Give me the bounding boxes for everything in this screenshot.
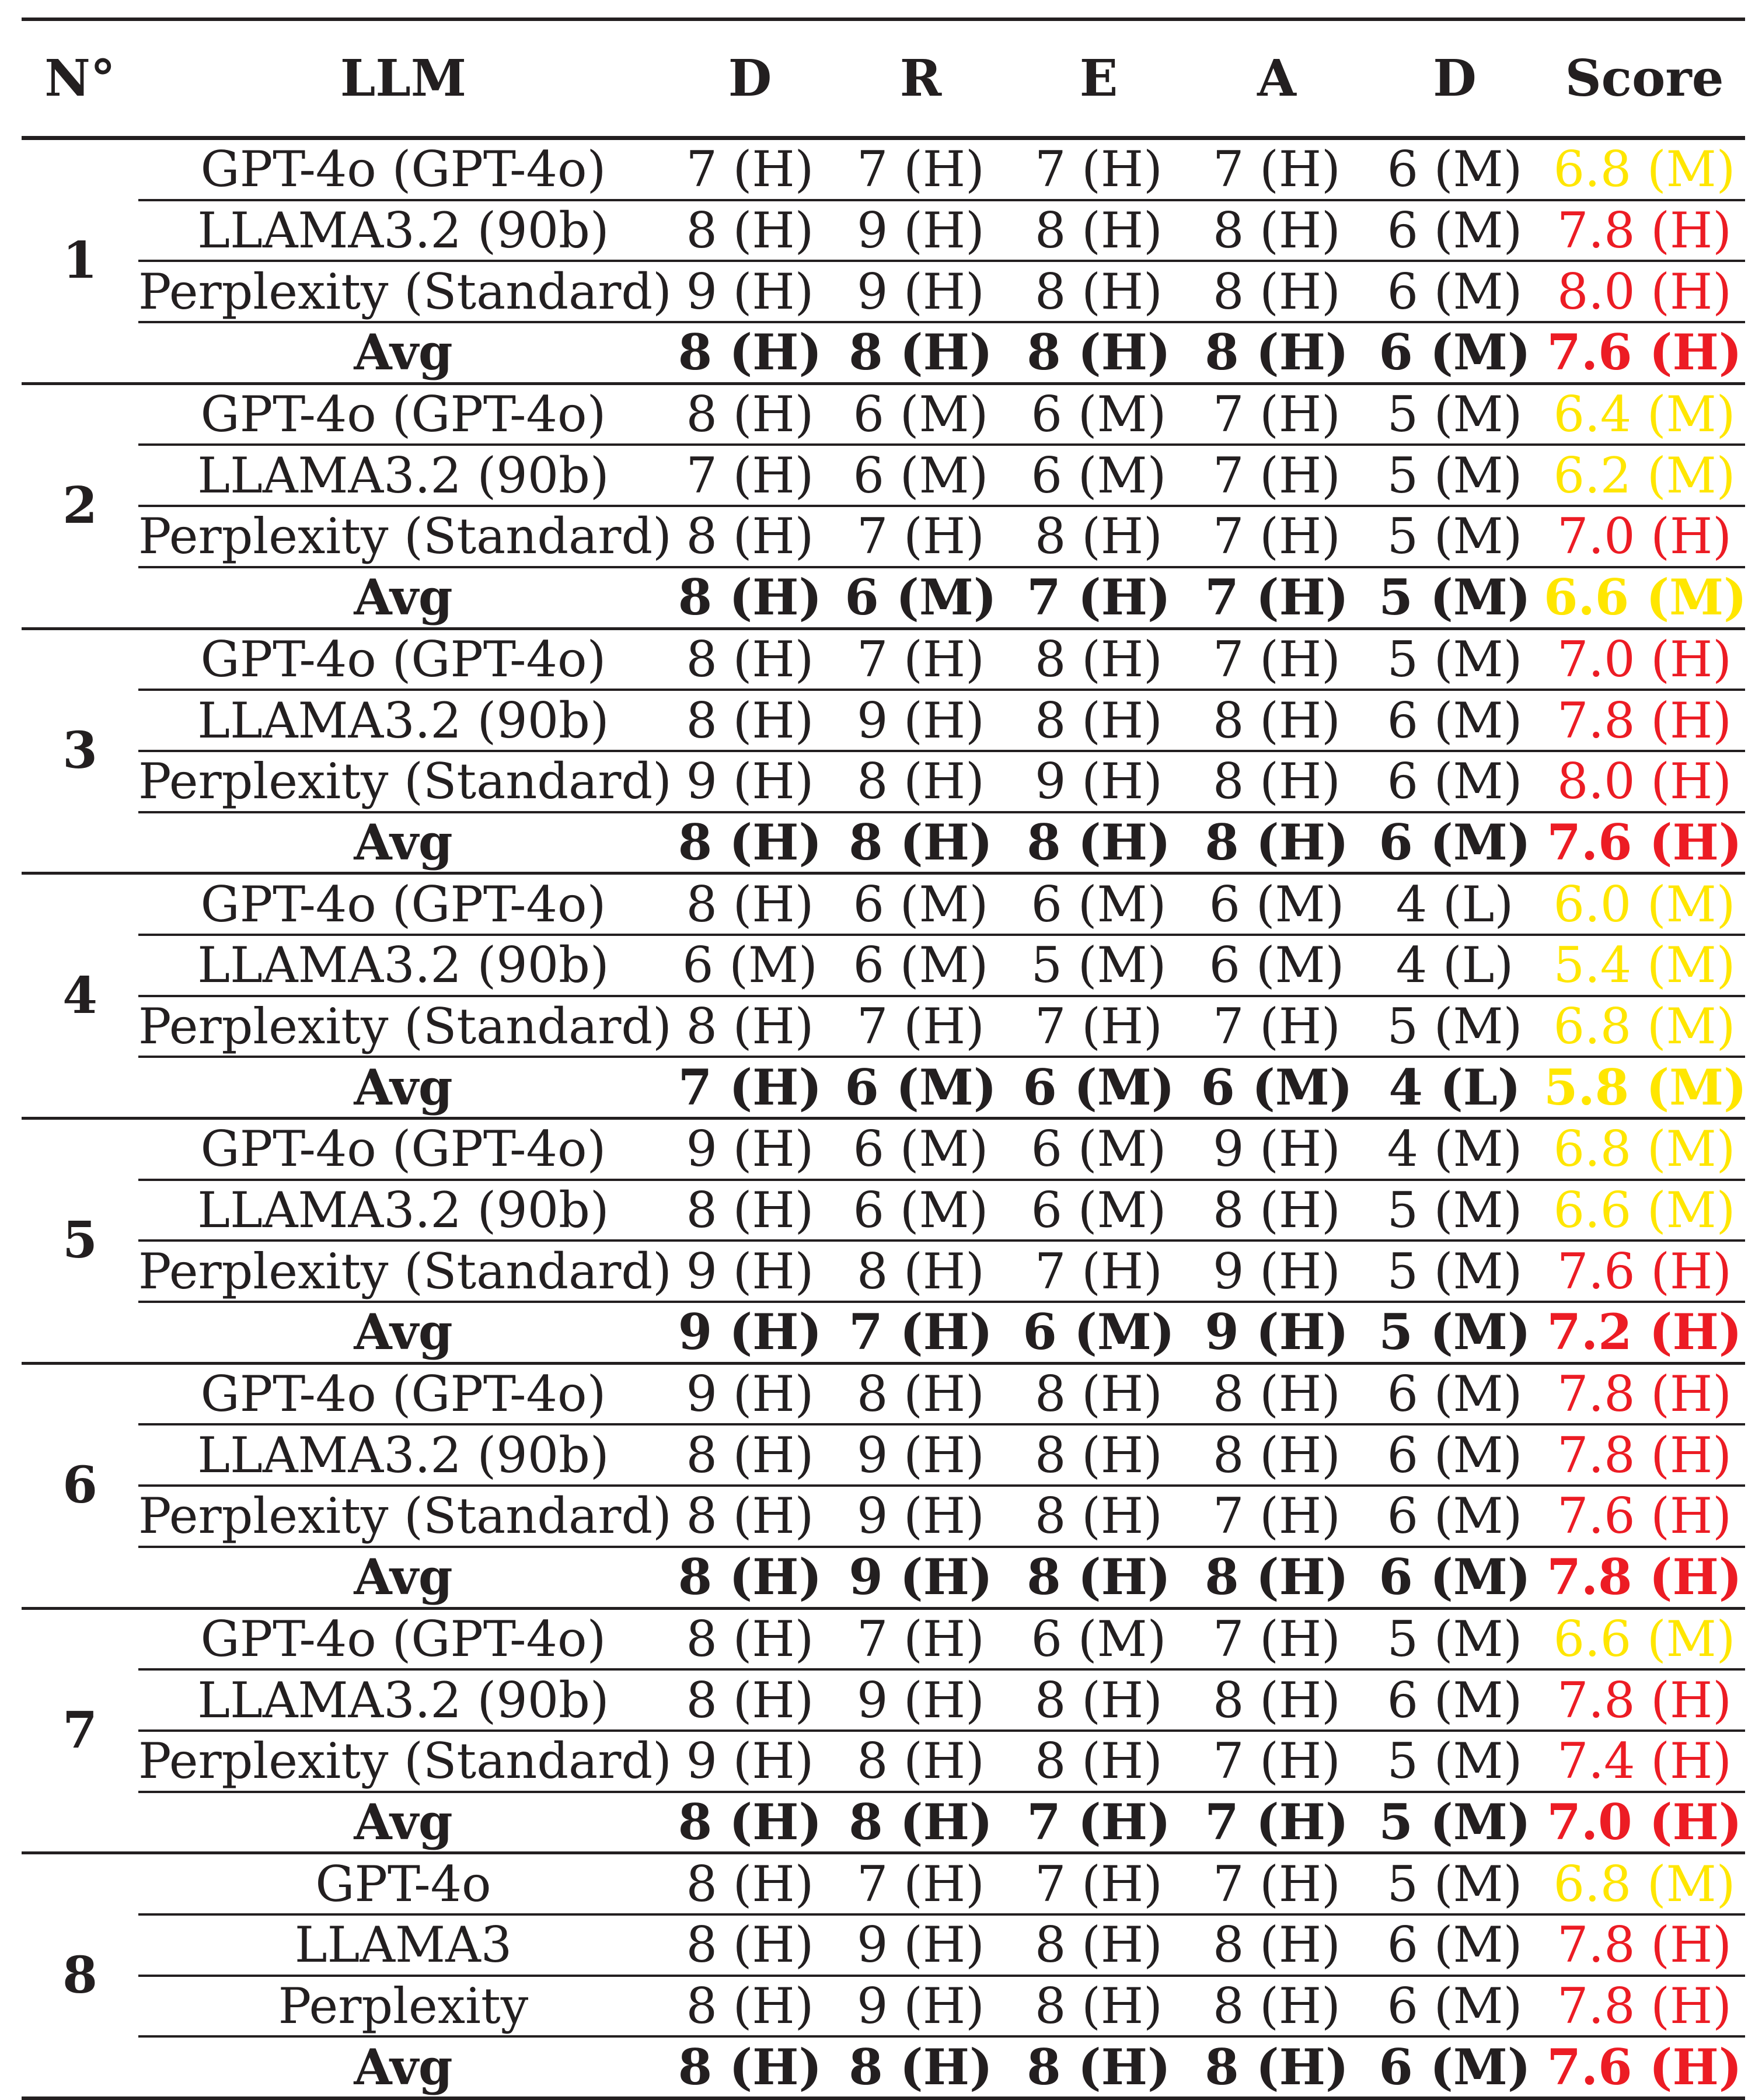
cell-r: 9 (H): [832, 1547, 1010, 1608]
cell-d: 8 (H): [668, 506, 832, 567]
llm-row: [22, 1119, 1745, 1180]
cell-d2: 5 (M): [1366, 567, 1544, 628]
total-score-cell: 6.0 (M): [1544, 873, 1745, 935]
llm-row: [22, 628, 1745, 690]
cell-a: 6 (M): [1188, 935, 1366, 996]
cell-e: 8 (H): [1010, 2036, 1188, 2098]
total-score-cell: 7.8 (H): [1544, 1424, 1745, 1486]
cell-a: 7 (H): [1188, 1608, 1366, 1669]
llm-row: [22, 1486, 1745, 1547]
cell-d2: 5 (M): [1366, 383, 1544, 445]
total-score-cell: 7.0 (H): [1544, 628, 1745, 690]
group-number: 8: [22, 1853, 138, 2098]
total-score-cell: 7.2 (H): [1544, 1302, 1745, 1363]
table-header: [22, 19, 1745, 138]
total-score-cell: 7.8 (H): [1544, 1669, 1745, 1731]
total-score-cell: 6.4 (M): [1544, 383, 1745, 445]
cell-e: 8 (H): [1010, 1669, 1188, 1731]
llm-name-cell: Perplexity: [138, 1976, 668, 2037]
cell-e: 7 (H): [1010, 1792, 1188, 1853]
cell-a: 8 (H): [1188, 261, 1366, 322]
cell-d2: 5 (M): [1366, 1241, 1544, 1302]
cell-a: 9 (H): [1188, 1119, 1366, 1180]
cell-e: 8 (H): [1010, 1363, 1188, 1424]
cell-e: 6 (M): [1010, 445, 1188, 506]
llm-name-cell: Perplexity (Standard): [138, 1241, 668, 1302]
llm-row: [22, 1914, 1745, 1976]
cell-d2: 6 (M): [1366, 812, 1544, 873]
group-number: 2: [22, 383, 138, 628]
cell-a: 8 (H): [1188, 1180, 1366, 1241]
cell-d2: 6 (M): [1366, 138, 1544, 200]
cell-e: 7 (H): [1010, 1241, 1188, 1302]
cell-d: 8 (H): [668, 1853, 832, 1914]
cell-d: 8 (H): [668, 2036, 832, 2098]
cell-e: 6 (M): [1010, 1608, 1188, 1669]
cell-d2: 6 (M): [1366, 1914, 1544, 1976]
cell-r: 8 (H): [832, 1731, 1010, 1792]
cell-a: 7 (H): [1188, 567, 1366, 628]
avg-label: Avg: [138, 1302, 668, 1363]
avg-row: [22, 1302, 1745, 1363]
cell-a: 8 (H): [1188, 751, 1366, 812]
cell-e: 6 (M): [1010, 1057, 1188, 1118]
cell-d2: 6 (M): [1366, 1424, 1544, 1486]
llm-name-cell: GPT-4o (GPT-4o): [138, 1119, 668, 1180]
llm-name-cell: LLAMA3.2 (90b): [138, 200, 668, 261]
total-score-cell: 6.8 (M): [1544, 138, 1745, 200]
cell-d: 9 (H): [668, 751, 832, 812]
dread-score-table: [22, 18, 1745, 2100]
total-score-cell: 5.8 (M): [1544, 1057, 1745, 1118]
cell-a: 7 (H): [1188, 445, 1366, 506]
llm-name-cell: GPT-4o (GPT-4o): [138, 383, 668, 445]
total-score-cell: 7.8 (H): [1544, 1363, 1745, 1424]
llm-name-cell: Perplexity (Standard): [138, 1486, 668, 1547]
cell-d: 8 (H): [668, 1976, 832, 2037]
cell-r: 9 (H): [832, 690, 1010, 751]
cell-d2: 6 (M): [1366, 690, 1544, 751]
cell-e: 8 (H): [1010, 628, 1188, 690]
total-score-cell: 7.8 (H): [1544, 1976, 1745, 2037]
cell-r: 8 (H): [832, 1792, 1010, 1853]
total-score-cell: 7.0 (H): [1544, 506, 1745, 567]
cell-d: 8 (H): [668, 812, 832, 873]
cell-a: 7 (H): [1188, 1792, 1366, 1853]
cell-r: 7 (H): [832, 1302, 1010, 1363]
cell-r: 8 (H): [832, 812, 1010, 873]
llm-name-cell: Perplexity (Standard): [138, 996, 668, 1057]
cell-d: 9 (H): [668, 1731, 832, 1792]
cell-e: 8 (H): [1010, 690, 1188, 751]
cell-a: 8 (H): [1188, 812, 1366, 873]
llm-row: [22, 1853, 1745, 1914]
cell-d: 7 (H): [668, 138, 832, 200]
cell-r: 6 (M): [832, 1119, 1010, 1180]
group-number: 4: [22, 873, 138, 1119]
llm-row: [22, 1424, 1745, 1486]
total-score-cell: 8.0 (H): [1544, 261, 1745, 322]
avg-row: [22, 1057, 1745, 1118]
cell-e: 6 (M): [1010, 1180, 1188, 1241]
cell-d2: 5 (M): [1366, 1731, 1544, 1792]
cell-e: 5 (M): [1010, 935, 1188, 996]
total-score-cell: 7.8 (H): [1544, 1547, 1745, 1608]
cell-d: 8 (H): [668, 1608, 832, 1669]
cell-e: 8 (H): [1010, 261, 1188, 322]
llm-row: [22, 261, 1745, 322]
cell-a: 7 (H): [1188, 1486, 1366, 1547]
llm-row: [22, 690, 1745, 751]
llm-name-cell: Perplexity (Standard): [138, 1731, 668, 1792]
cell-e: 7 (H): [1010, 1853, 1188, 1914]
cell-d: 8 (H): [668, 200, 832, 261]
avg-label: Avg: [138, 1057, 668, 1118]
cell-e: 7 (H): [1010, 996, 1188, 1057]
cell-d: 8 (H): [668, 383, 832, 445]
llm-name-cell: LLAMA3.2 (90b): [138, 1180, 668, 1241]
cell-d2: 5 (M): [1366, 1302, 1544, 1363]
llm-row: [22, 1669, 1745, 1731]
cell-e: 8 (H): [1010, 1424, 1188, 1486]
cell-a: 7 (H): [1188, 1731, 1366, 1792]
llm-name-cell: LLAMA3.2 (90b): [138, 690, 668, 751]
cell-d: 8 (H): [668, 1180, 832, 1241]
total-score-cell: 6.6 (M): [1544, 1180, 1745, 1241]
cell-e: 7 (H): [1010, 567, 1188, 628]
group-number: 1: [22, 138, 138, 384]
llm-row: [22, 1241, 1745, 1302]
cell-r: 8 (H): [832, 751, 1010, 812]
cell-d: 8 (H): [668, 1547, 832, 1608]
total-score-cell: 7.8 (H): [1544, 1914, 1745, 1976]
cell-r: 7 (H): [832, 1853, 1010, 1914]
avg-label: Avg: [138, 812, 668, 873]
total-score-cell: 7.4 (H): [1544, 1731, 1745, 1792]
cell-e: 6 (M): [1010, 1302, 1188, 1363]
cell-a: 7 (H): [1188, 138, 1366, 200]
cell-a: 8 (H): [1188, 1976, 1366, 2037]
cell-r: 9 (H): [832, 1486, 1010, 1547]
total-score-cell: 7.6 (H): [1544, 2036, 1745, 2098]
cell-r: 7 (H): [832, 138, 1010, 200]
avg-label: Avg: [138, 322, 668, 383]
cell-d2: 6 (M): [1366, 200, 1544, 261]
cell-d2: 6 (M): [1366, 1976, 1544, 2037]
table-body: [22, 138, 1745, 2099]
llm-name-cell: GPT-4o (GPT-4o): [138, 628, 668, 690]
cell-a: 8 (H): [1188, 322, 1366, 383]
avg-row: [22, 1792, 1745, 1853]
avg-label: Avg: [138, 2036, 668, 2098]
cell-d2: 5 (M): [1366, 1608, 1544, 1669]
cell-r: 7 (H): [832, 996, 1010, 1057]
cell-e: 7 (H): [1010, 138, 1188, 200]
cell-d: 8 (H): [668, 1914, 832, 1976]
llm-row: [22, 138, 1745, 200]
cell-a: 8 (H): [1188, 1363, 1366, 1424]
cell-d2: 6 (M): [1366, 1363, 1544, 1424]
column-header-e: E: [1010, 19, 1188, 138]
total-score-cell: 7.8 (H): [1544, 200, 1745, 261]
cell-d2: 5 (M): [1366, 506, 1544, 567]
llm-name-cell: GPT-4o (GPT-4o): [138, 138, 668, 200]
cell-a: 7 (H): [1188, 506, 1366, 567]
cell-e: 8 (H): [1010, 1731, 1188, 1792]
llm-row: [22, 1731, 1745, 1792]
avg-row: [22, 2036, 1745, 2098]
cell-e: 8 (H): [1010, 506, 1188, 567]
llm-name-cell: LLAMA3.2 (90b): [138, 935, 668, 996]
cell-d: 9 (H): [668, 1302, 832, 1363]
cell-r: 7 (H): [832, 628, 1010, 690]
total-score-cell: 6.2 (M): [1544, 445, 1745, 506]
cell-d2: 6 (M): [1366, 322, 1544, 383]
column-header-llm: LLM: [138, 19, 668, 138]
cell-a: 8 (H): [1188, 1669, 1366, 1731]
cell-d2: 6 (M): [1366, 1669, 1544, 1731]
llm-row: [22, 1363, 1745, 1424]
cell-a: 7 (H): [1188, 383, 1366, 445]
cell-d2: 6 (M): [1366, 2036, 1544, 2098]
cell-d: 9 (H): [668, 1241, 832, 1302]
cell-a: 8 (H): [1188, 1914, 1366, 1976]
cell-r: 8 (H): [832, 322, 1010, 383]
cell-a: 8 (H): [1188, 2036, 1366, 2098]
avg-label: Avg: [138, 567, 668, 628]
cell-d2: 5 (M): [1366, 1792, 1544, 1853]
total-score-cell: 5.4 (M): [1544, 935, 1745, 996]
cell-d: 7 (H): [668, 1057, 832, 1118]
llm-row: [22, 751, 1745, 812]
avg-row: [22, 322, 1745, 383]
cell-d: 9 (H): [668, 1363, 832, 1424]
total-score-cell: 7.6 (H): [1544, 812, 1745, 873]
total-score-cell: 7.6 (H): [1544, 1241, 1745, 1302]
llm-name-cell: GPT-4o (GPT-4o): [138, 1608, 668, 1669]
total-score-cell: 6.8 (M): [1544, 1119, 1745, 1180]
avg-row: [22, 567, 1745, 628]
total-score-cell: 6.6 (M): [1544, 1608, 1745, 1669]
cell-d: 9 (H): [668, 261, 832, 322]
cell-d: 7 (H): [668, 445, 832, 506]
cell-a: 9 (H): [1188, 1241, 1366, 1302]
cell-r: 6 (M): [832, 445, 1010, 506]
cell-d2: 6 (M): [1366, 751, 1544, 812]
cell-r: 8 (H): [832, 1363, 1010, 1424]
cell-a: 8 (H): [1188, 1424, 1366, 1486]
column-header-d2: D: [1366, 19, 1544, 138]
llm-name-cell: LLAMA3.2 (90b): [138, 1669, 668, 1731]
cell-a: 7 (H): [1188, 628, 1366, 690]
group-number: 6: [22, 1363, 138, 1608]
llm-name-cell: Perplexity (Standard): [138, 506, 668, 567]
avg-row: [22, 1547, 1745, 1608]
cell-d: 8 (H): [668, 690, 832, 751]
cell-r: 7 (H): [832, 506, 1010, 567]
cell-a: 7 (H): [1188, 996, 1366, 1057]
llm-row: [22, 445, 1745, 506]
llm-name-cell: Perplexity (Standard): [138, 261, 668, 322]
llm-row: [22, 935, 1745, 996]
cell-a: 8 (H): [1188, 690, 1366, 751]
cell-d2: 4 (L): [1366, 1057, 1544, 1118]
cell-d: 8 (H): [668, 873, 832, 935]
group-number: 7: [22, 1608, 138, 1853]
cell-r: 6 (M): [832, 873, 1010, 935]
cell-d2: 5 (M): [1366, 628, 1544, 690]
avg-row: [22, 812, 1745, 873]
cell-a: 7 (H): [1188, 1853, 1366, 1914]
total-score-cell: 7.6 (H): [1544, 322, 1745, 383]
cell-r: 9 (H): [832, 1976, 1010, 2037]
cell-d2: 4 (L): [1366, 873, 1544, 935]
llm-name-cell: Perplexity (Standard): [138, 751, 668, 812]
total-score-cell: 6.8 (M): [1544, 996, 1745, 1057]
cell-r: 9 (H): [832, 1669, 1010, 1731]
cell-d: 8 (H): [668, 628, 832, 690]
llm-row: [22, 996, 1745, 1057]
cell-r: 6 (M): [832, 935, 1010, 996]
cell-r: 6 (M): [832, 383, 1010, 445]
llm-row: [22, 1180, 1745, 1241]
cell-d: 6 (M): [668, 935, 832, 996]
column-header-r: R: [832, 19, 1010, 138]
llm-row: [22, 1976, 1745, 2037]
llm-name-cell: LLAMA3.2 (90b): [138, 1424, 668, 1486]
cell-r: 7 (H): [832, 1608, 1010, 1669]
cell-e: 8 (H): [1010, 200, 1188, 261]
cell-e: 6 (M): [1010, 383, 1188, 445]
cell-d: 8 (H): [668, 1792, 832, 1853]
cell-d2: 5 (M): [1366, 1853, 1544, 1914]
avg-label: Avg: [138, 1547, 668, 1608]
cell-d: 8 (H): [668, 1486, 832, 1547]
total-score-cell: 8.0 (H): [1544, 751, 1745, 812]
cell-e: 6 (M): [1010, 873, 1188, 935]
cell-d: 9 (H): [668, 1119, 832, 1180]
llm-row: [22, 506, 1745, 567]
cell-e: 8 (H): [1010, 1976, 1188, 2037]
cell-r: 9 (H): [832, 200, 1010, 261]
cell-r: 6 (M): [832, 1180, 1010, 1241]
cell-e: 6 (M): [1010, 1119, 1188, 1180]
cell-r: 9 (H): [832, 261, 1010, 322]
cell-r: 9 (H): [832, 1424, 1010, 1486]
cell-d2: 6 (M): [1366, 1547, 1544, 1608]
total-score-cell: 7.8 (H): [1544, 690, 1745, 751]
cell-e: 8 (H): [1010, 1486, 1188, 1547]
cell-a: 8 (H): [1188, 200, 1366, 261]
cell-d: 8 (H): [668, 322, 832, 383]
cell-d: 8 (H): [668, 1424, 832, 1486]
cell-r: 6 (M): [832, 1057, 1010, 1118]
cell-a: 6 (M): [1188, 873, 1366, 935]
cell-d2: 4 (L): [1366, 935, 1544, 996]
cell-d2: 5 (M): [1366, 445, 1544, 506]
column-header-num: N°: [22, 19, 138, 138]
cell-e: 8 (H): [1010, 1914, 1188, 1976]
avg-label: Avg: [138, 1792, 668, 1853]
cell-a: 6 (M): [1188, 1057, 1366, 1118]
cell-d2: 4 (M): [1366, 1119, 1544, 1180]
llm-name-cell: LLAMA3: [138, 1914, 668, 1976]
cell-r: 6 (M): [832, 567, 1010, 628]
cell-e: 8 (H): [1010, 322, 1188, 383]
cell-d: 8 (H): [668, 996, 832, 1057]
llm-name-cell: GPT-4o (GPT-4o): [138, 873, 668, 935]
cell-a: 8 (H): [1188, 1547, 1366, 1608]
column-header-d: D: [668, 19, 832, 138]
llm-row: [22, 383, 1745, 445]
column-header-score: Score: [1544, 19, 1745, 138]
cell-d2: 6 (M): [1366, 1486, 1544, 1547]
llm-name-cell: GPT-4o (GPT-4o): [138, 1363, 668, 1424]
cell-d2: 5 (M): [1366, 1180, 1544, 1241]
group-number: 5: [22, 1119, 138, 1364]
llm-name-cell: LLAMA3.2 (90b): [138, 445, 668, 506]
cell-r: 9 (H): [832, 1914, 1010, 1976]
cell-d2: 5 (M): [1366, 996, 1544, 1057]
cell-a: 9 (H): [1188, 1302, 1366, 1363]
cell-d: 8 (H): [668, 567, 832, 628]
cell-d: 8 (H): [668, 1669, 832, 1731]
llm-row: [22, 873, 1745, 935]
header-row: [22, 19, 1745, 138]
group-number: 3: [22, 628, 138, 873]
cell-d2: 6 (M): [1366, 261, 1544, 322]
llm-name-cell: GPT-4o: [138, 1853, 668, 1914]
total-score-cell: 6.6 (M): [1544, 567, 1745, 628]
cell-e: 8 (H): [1010, 1547, 1188, 1608]
llm-row: [22, 200, 1745, 261]
llm-dread-evaluation-table: [22, 18, 1745, 2100]
column-header-a: A: [1188, 19, 1366, 138]
cell-r: 8 (H): [832, 2036, 1010, 2098]
cell-r: 8 (H): [832, 1241, 1010, 1302]
total-score-cell: 7.6 (H): [1544, 1486, 1745, 1547]
total-score-cell: 6.8 (M): [1544, 1853, 1745, 1914]
cell-e: 9 (H): [1010, 751, 1188, 812]
cell-e: 8 (H): [1010, 812, 1188, 873]
total-score-cell: 7.0 (H): [1544, 1792, 1745, 1853]
llm-row: [22, 1608, 1745, 1669]
